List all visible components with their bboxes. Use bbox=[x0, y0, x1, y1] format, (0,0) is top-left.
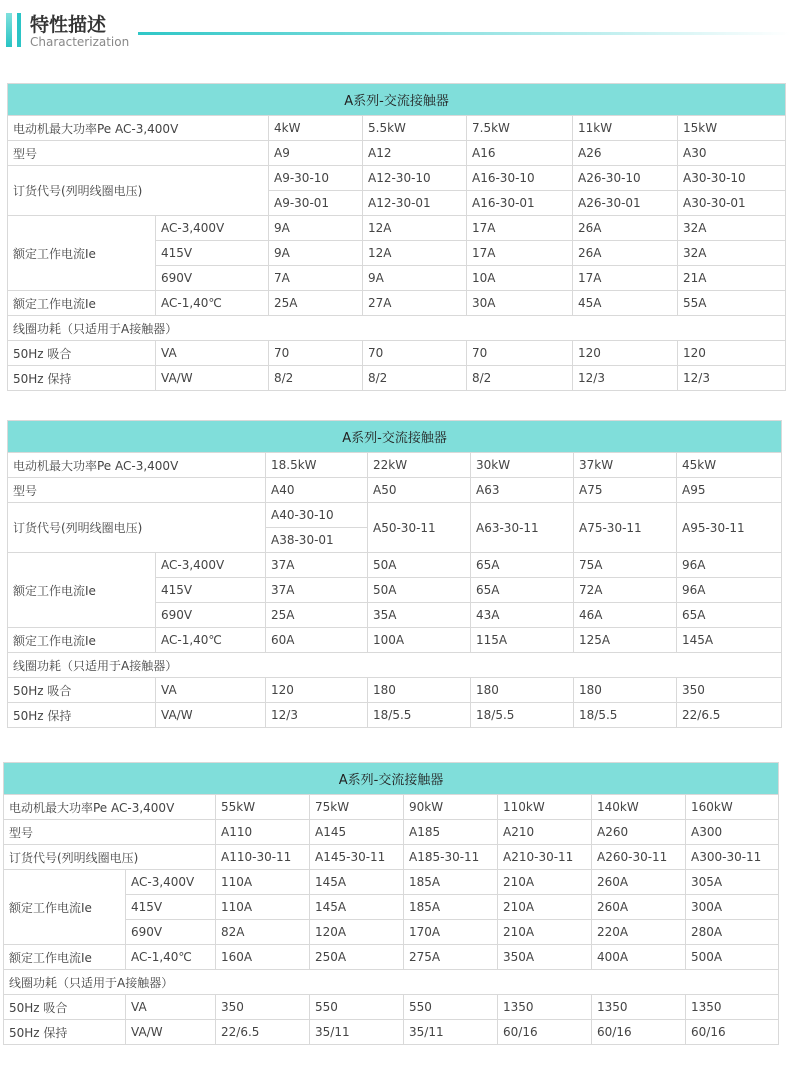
current-cell: 32A bbox=[678, 241, 786, 266]
order-code-cell: A26-30-01 bbox=[573, 191, 678, 216]
unit-cell: VA bbox=[156, 341, 269, 366]
unit-cell: VA/W bbox=[126, 1020, 216, 1045]
voltage-cell: AC-3,400V bbox=[156, 216, 269, 241]
current-cell: 170A bbox=[404, 920, 498, 945]
power-cell: 7.5kW bbox=[467, 116, 573, 141]
row-label: 额定工作电流Ie bbox=[4, 870, 126, 945]
power-cell: 5.5kW bbox=[363, 116, 467, 141]
row-label: 50Hz 保持 bbox=[8, 703, 156, 728]
current-cell: 185A bbox=[404, 895, 498, 920]
current-cell: 7A bbox=[269, 266, 363, 291]
current-cell: 30A bbox=[467, 291, 573, 316]
table-row bbox=[4, 1020, 779, 1045]
table-row bbox=[4, 970, 779, 995]
table-row bbox=[4, 795, 779, 820]
power-consumption-cell: 350 bbox=[677, 678, 782, 703]
power-consumption-cell: 12/3 bbox=[678, 366, 786, 391]
table-title-row bbox=[8, 84, 786, 116]
current-cell: 305A bbox=[686, 870, 779, 895]
current-cell: 96A bbox=[677, 578, 782, 603]
table-title: A系列-交流接触器 bbox=[8, 84, 786, 116]
order-code-cell: A16-30-10 bbox=[467, 166, 573, 191]
current-cell: 12A bbox=[363, 241, 467, 266]
row-label: 额定工作电流Ie bbox=[8, 553, 156, 628]
table-row bbox=[4, 870, 779, 895]
row-label: 电动机最大功率Pe AC-3,400V bbox=[8, 116, 269, 141]
power-cell: 22kW bbox=[368, 453, 471, 478]
current-cell: 65A bbox=[471, 578, 574, 603]
table-title: A系列-交流接触器 bbox=[4, 763, 779, 795]
voltage-cell: 415V bbox=[156, 241, 269, 266]
row-label: 额定工作电流Ie bbox=[8, 216, 156, 291]
power-consumption-cell: 12/3 bbox=[573, 366, 678, 391]
power-consumption-cell: 1350 bbox=[686, 995, 779, 1020]
current-cell: 250A bbox=[310, 945, 404, 970]
current-cell: 17A bbox=[573, 266, 678, 291]
power-consumption-cell: 12/3 bbox=[266, 703, 368, 728]
current-cell: 46A bbox=[574, 603, 677, 628]
power-consumption-cell: 180 bbox=[368, 678, 471, 703]
power-cell: 18.5kW bbox=[266, 453, 368, 478]
table-row bbox=[8, 503, 782, 528]
current-cell: 350A bbox=[498, 945, 592, 970]
model-cell: A40 bbox=[266, 478, 368, 503]
power-cell: 30kW bbox=[471, 453, 574, 478]
current-cell: 100A bbox=[368, 628, 471, 653]
spec-table bbox=[7, 420, 782, 728]
current-cell: 96A bbox=[677, 553, 782, 578]
order-code-cell: A145-30-11 bbox=[310, 845, 404, 870]
power-consumption-cell: 18/5.5 bbox=[471, 703, 574, 728]
current-cell: 220A bbox=[592, 920, 686, 945]
table-row bbox=[8, 653, 782, 678]
order-code-cell: A185-30-11 bbox=[404, 845, 498, 870]
order-code-cell: A16-30-01 bbox=[467, 191, 573, 216]
row-label: 型号 bbox=[4, 820, 216, 845]
voltage-cell: 690V bbox=[126, 920, 216, 945]
row-label: 订货代号(列明线圈电压) bbox=[8, 503, 266, 553]
power-consumption-cell: 550 bbox=[404, 995, 498, 1020]
order-code-cell: A12-30-01 bbox=[363, 191, 467, 216]
current-cell: 9A bbox=[363, 266, 467, 291]
current-cell: 43A bbox=[471, 603, 574, 628]
unit-cell: VA/W bbox=[156, 366, 269, 391]
row-label: 型号 bbox=[8, 141, 269, 166]
table-row bbox=[4, 945, 779, 970]
header-divider bbox=[138, 32, 790, 35]
power-consumption-cell: 120 bbox=[266, 678, 368, 703]
table-row bbox=[8, 628, 782, 653]
power-consumption-cell: 22/6.5 bbox=[677, 703, 782, 728]
model-cell: A185 bbox=[404, 820, 498, 845]
current-cell: 280A bbox=[686, 920, 779, 945]
power-consumption-cell: 22/6.5 bbox=[216, 1020, 310, 1045]
power-consumption-cell: 35/11 bbox=[310, 1020, 404, 1045]
power-cell: 140kW bbox=[592, 795, 686, 820]
current-cell: 210A bbox=[498, 870, 592, 895]
power-cell: 110kW bbox=[498, 795, 592, 820]
spec-table bbox=[3, 762, 779, 1045]
current-cell: 50A bbox=[368, 578, 471, 603]
row-label: 电动机最大功率Pe AC-3,400V bbox=[4, 795, 216, 820]
current-cell: 145A bbox=[310, 895, 404, 920]
section-subtitle: Characterization bbox=[30, 35, 130, 49]
model-cell: A30 bbox=[678, 141, 786, 166]
current-cell: 17A bbox=[467, 216, 573, 241]
power-consumption-cell: 8/2 bbox=[363, 366, 467, 391]
row-label: 线圈功耗（只适用于A接触器） bbox=[8, 653, 782, 678]
current-cell: 185A bbox=[404, 870, 498, 895]
power-cell: 37kW bbox=[574, 453, 677, 478]
power-consumption-cell: 8/2 bbox=[269, 366, 363, 391]
power-cell: 11kW bbox=[573, 116, 678, 141]
current-cell: 72A bbox=[574, 578, 677, 603]
current-cell: 37A bbox=[266, 578, 368, 603]
current-cell: 260A bbox=[592, 895, 686, 920]
table-row bbox=[4, 845, 779, 870]
spec-table bbox=[7, 83, 786, 391]
power-consumption-cell: 1350 bbox=[592, 995, 686, 1020]
accent-bar bbox=[17, 13, 21, 47]
condition-cell: AC-1,40℃ bbox=[126, 945, 216, 970]
model-cell: A75 bbox=[574, 478, 677, 503]
table-row bbox=[8, 478, 782, 503]
order-code-cell: A110-30-11 bbox=[216, 845, 310, 870]
table-row bbox=[8, 703, 782, 728]
current-cell: 125A bbox=[574, 628, 677, 653]
power-consumption-cell: 350 bbox=[216, 995, 310, 1020]
order-code-cell: A30-30-01 bbox=[678, 191, 786, 216]
voltage-cell: 415V bbox=[126, 895, 216, 920]
voltage-cell: 690V bbox=[156, 266, 269, 291]
table-row bbox=[8, 291, 786, 316]
row-label: 线圈功耗（只适用于A接触器） bbox=[8, 316, 786, 341]
voltage-cell: 415V bbox=[156, 578, 266, 603]
order-code-cell: A30-30-10 bbox=[678, 166, 786, 191]
table-row bbox=[8, 553, 782, 578]
order-code-cell: A9-30-10 bbox=[269, 166, 363, 191]
current-cell: 275A bbox=[404, 945, 498, 970]
current-cell: 32A bbox=[678, 216, 786, 241]
voltage-cell: AC-3,400V bbox=[156, 553, 266, 578]
current-cell: 210A bbox=[498, 895, 592, 920]
power-consumption-cell: 180 bbox=[574, 678, 677, 703]
current-cell: 300A bbox=[686, 895, 779, 920]
power-consumption-cell: 70 bbox=[269, 341, 363, 366]
order-code-cell: A12-30-10 bbox=[363, 166, 467, 191]
table-row bbox=[4, 995, 779, 1020]
current-cell: 110A bbox=[216, 895, 310, 920]
current-cell: 65A bbox=[677, 603, 782, 628]
order-code-cell: A300-30-11 bbox=[686, 845, 779, 870]
power-consumption-cell: 60/16 bbox=[498, 1020, 592, 1045]
power-consumption-cell: 8/2 bbox=[467, 366, 573, 391]
current-cell: 26A bbox=[573, 216, 678, 241]
row-label: 电动机最大功率Pe AC-3,400V bbox=[8, 453, 266, 478]
unit-cell: VA bbox=[156, 678, 266, 703]
table-row bbox=[8, 141, 786, 166]
power-cell: 4kW bbox=[269, 116, 363, 141]
model-cell: A300 bbox=[686, 820, 779, 845]
current-cell: 12A bbox=[363, 216, 467, 241]
voltage-cell: AC-3,400V bbox=[126, 870, 216, 895]
order-code-cell: A50-30-11 bbox=[368, 503, 471, 553]
model-cell: A145 bbox=[310, 820, 404, 845]
row-label: 50Hz 吸合 bbox=[8, 678, 156, 703]
row-label: 额定工作电流Ie bbox=[8, 628, 156, 653]
order-code-cell: A26-30-10 bbox=[573, 166, 678, 191]
power-consumption-cell: 35/11 bbox=[404, 1020, 498, 1045]
current-cell: 60A bbox=[266, 628, 368, 653]
row-label: 型号 bbox=[8, 478, 266, 503]
current-cell: 10A bbox=[467, 266, 573, 291]
table-title: A系列-交流接触器 bbox=[8, 421, 782, 453]
table-row bbox=[8, 366, 786, 391]
row-label: 额定工作电流Ie bbox=[4, 945, 126, 970]
current-cell: 45A bbox=[573, 291, 678, 316]
row-label: 线圈功耗（只适用于A接触器） bbox=[4, 970, 779, 995]
power-cell: 75kW bbox=[310, 795, 404, 820]
table-row bbox=[8, 453, 782, 478]
power-consumption-cell: 120 bbox=[678, 341, 786, 366]
table-row bbox=[8, 678, 782, 703]
power-consumption-cell: 70 bbox=[467, 341, 573, 366]
power-cell: 90kW bbox=[404, 795, 498, 820]
current-cell: 145A bbox=[310, 870, 404, 895]
model-cell: A16 bbox=[467, 141, 573, 166]
power-cell: 55kW bbox=[216, 795, 310, 820]
current-cell: 25A bbox=[266, 603, 368, 628]
current-cell: 50A bbox=[368, 553, 471, 578]
model-cell: A95 bbox=[677, 478, 782, 503]
row-label: 50Hz 吸合 bbox=[4, 995, 126, 1020]
order-code-cell: A75-30-11 bbox=[574, 503, 677, 553]
table-row bbox=[8, 341, 786, 366]
order-code-cell: A260-30-11 bbox=[592, 845, 686, 870]
current-cell: 260A bbox=[592, 870, 686, 895]
order-code-cell: A40-30-10 bbox=[266, 503, 368, 528]
row-label: 额定工作电流Ie bbox=[8, 291, 156, 316]
current-cell: 9A bbox=[269, 216, 363, 241]
current-cell: 21A bbox=[678, 266, 786, 291]
current-cell: 160A bbox=[216, 945, 310, 970]
current-cell: 210A bbox=[498, 920, 592, 945]
power-cell: 15kW bbox=[678, 116, 786, 141]
order-code-cell: A63-30-11 bbox=[471, 503, 574, 553]
unit-cell: VA bbox=[126, 995, 216, 1020]
table-title-row bbox=[8, 421, 782, 453]
power-consumption-cell: 18/5.5 bbox=[368, 703, 471, 728]
power-consumption-cell: 1350 bbox=[498, 995, 592, 1020]
current-cell: 55A bbox=[678, 291, 786, 316]
row-label: 订货代号(列明线圈电压) bbox=[4, 845, 216, 870]
row-label: 订货代号(列明线圈电压) bbox=[8, 166, 269, 216]
current-cell: 27A bbox=[363, 291, 467, 316]
power-consumption-cell: 180 bbox=[471, 678, 574, 703]
voltage-cell: 690V bbox=[156, 603, 266, 628]
model-cell: A9 bbox=[269, 141, 363, 166]
current-cell: 17A bbox=[467, 241, 573, 266]
accent-bar bbox=[6, 13, 12, 47]
power-consumption-cell: 18/5.5 bbox=[574, 703, 677, 728]
table-title-row bbox=[4, 763, 779, 795]
model-cell: A63 bbox=[471, 478, 574, 503]
current-cell: 82A bbox=[216, 920, 310, 945]
current-cell: 35A bbox=[368, 603, 471, 628]
current-cell: 9A bbox=[269, 241, 363, 266]
power-consumption-cell: 60/16 bbox=[592, 1020, 686, 1045]
order-code-cell: A95-30-11 bbox=[677, 503, 782, 553]
model-cell: A26 bbox=[573, 141, 678, 166]
model-cell: A12 bbox=[363, 141, 467, 166]
model-cell: A260 bbox=[592, 820, 686, 845]
current-cell: 120A bbox=[310, 920, 404, 945]
unit-cell: VA/W bbox=[156, 703, 266, 728]
model-cell: A110 bbox=[216, 820, 310, 845]
power-cell: 45kW bbox=[677, 453, 782, 478]
power-consumption-cell: 60/16 bbox=[686, 1020, 779, 1045]
table-row bbox=[8, 316, 786, 341]
current-cell: 37A bbox=[266, 553, 368, 578]
row-label: 50Hz 吸合 bbox=[8, 341, 156, 366]
order-code-cell: A210-30-11 bbox=[498, 845, 592, 870]
table-row bbox=[4, 820, 779, 845]
condition-cell: AC-1,40℃ bbox=[156, 628, 266, 653]
current-cell: 500A bbox=[686, 945, 779, 970]
power-consumption-cell: 70 bbox=[363, 341, 467, 366]
current-cell: 400A bbox=[592, 945, 686, 970]
table-row bbox=[8, 166, 786, 191]
model-cell: A210 bbox=[498, 820, 592, 845]
power-cell: 160kW bbox=[686, 795, 779, 820]
condition-cell: AC-1,40℃ bbox=[156, 291, 269, 316]
row-label: 50Hz 保持 bbox=[8, 366, 156, 391]
current-cell: 145A bbox=[677, 628, 782, 653]
current-cell: 26A bbox=[573, 241, 678, 266]
current-cell: 25A bbox=[269, 291, 363, 316]
current-cell: 75A bbox=[574, 553, 677, 578]
current-cell: 110A bbox=[216, 870, 310, 895]
current-cell: 115A bbox=[471, 628, 574, 653]
power-consumption-cell: 120 bbox=[573, 341, 678, 366]
section-title: 特性描述 bbox=[30, 14, 107, 36]
table-row bbox=[8, 116, 786, 141]
order-code-cell: A9-30-01 bbox=[269, 191, 363, 216]
model-cell: A50 bbox=[368, 478, 471, 503]
table-row bbox=[8, 216, 786, 241]
order-code-cell: A38-30-01 bbox=[266, 528, 368, 553]
row-label: 50Hz 保持 bbox=[4, 1020, 126, 1045]
current-cell: 65A bbox=[471, 553, 574, 578]
power-consumption-cell: 550 bbox=[310, 995, 404, 1020]
